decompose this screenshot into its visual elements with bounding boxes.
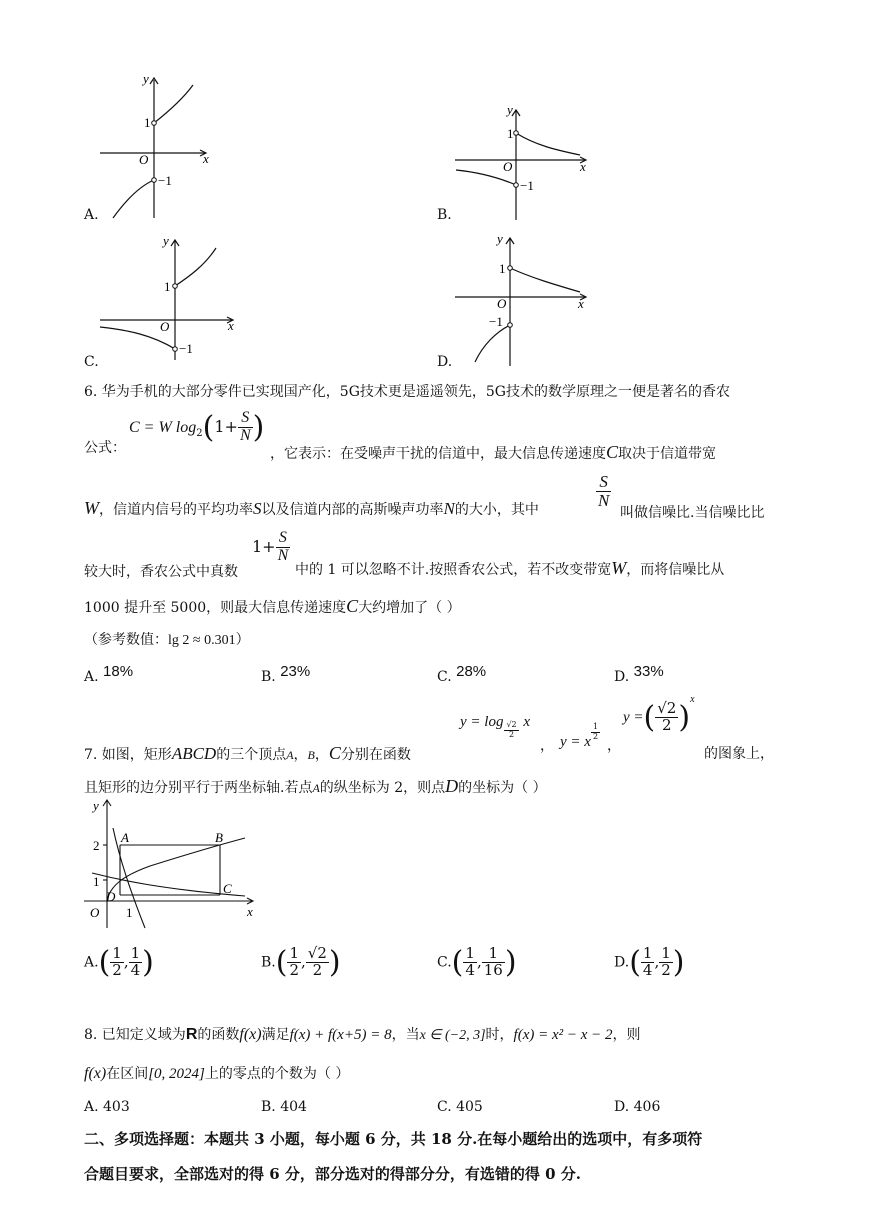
- q6-formula-prefix: 公式：: [84, 440, 126, 456]
- func-power: y = x $\frac{1}{2}$: [560, 722, 599, 750]
- svg-text:O: O: [139, 152, 149, 167]
- q8-option-b[interactable]: B. 404: [261, 1099, 307, 1115]
- svg-text:y: y: [163, 233, 169, 248]
- q5-option-c-label[interactable]: C.: [84, 354, 99, 370]
- svg-text:−1: −1: [489, 314, 503, 329]
- q6-option-b[interactable]: B. 23%: [261, 663, 311, 685]
- svg-text:x: x: [228, 318, 234, 333]
- q5-option-a-label[interactable]: A.: [84, 207, 99, 223]
- q6-option-a[interactable]: A. 18%: [84, 663, 134, 685]
- func-exp: y =( $\frac{√2}{2}$ )$^x$: [623, 693, 695, 735]
- truth-fraction: 1+ $\frac{S}{N}$: [252, 529, 289, 564]
- svg-text:x: x: [203, 151, 209, 166]
- svg-text:x: x: [247, 904, 253, 919]
- q6-stem-line1: 6. 华为手机的大部分零件已实现国产化，5G技术更是遥遥领先，5G技术的数学原理之一便是著名的香农: [84, 384, 730, 400]
- snr-fraction: $\frac{S}{N}$: [598, 472, 610, 510]
- svg-text:y: y: [507, 102, 513, 117]
- func-sep-2: ，: [607, 738, 621, 754]
- func-log: y = log $\frac{√2}{2}$ x: [460, 714, 531, 739]
- section2-heading-line2: 合题目要求，全部选对的得 6 分，部分选对的得部分分，有选错的得 0 分.: [84, 1165, 581, 1183]
- svg-text:x: x: [578, 296, 584, 311]
- svg-text:1: 1: [164, 279, 171, 294]
- section2-heading-line1: 二、多项选择题：本题共 3 小题，每小题 6 分，共 18 分.在每小题给出的选项中，有多项符: [84, 1130, 703, 1148]
- q8-stem-line1: 8. 已知定义域为R的函数f(x)满足f(x) + f(x+5) = 8，当x ∈ (−2, 3]时，f(x) = x² − x − 2，则: [84, 1026, 641, 1043]
- svg-text:O: O: [160, 319, 170, 334]
- svg-text:1: 1: [507, 126, 514, 141]
- q7-option-d[interactable]: D.( $\frac{1}{4}$ , $\frac{1}{2}$ ): [614, 944, 685, 980]
- svg-text:−1: −1: [179, 341, 193, 356]
- q7-option-a[interactable]: A.( $\frac{1}{2}$ , $\frac{1}{4}$ ): [84, 944, 154, 980]
- svg-text:1: 1: [499, 261, 506, 276]
- q6-stem-line3-end: 叫做信噪比.当信噪比比: [620, 505, 765, 521]
- q8-stem-line2: f(x)在区间[0, 2024]上的零点的个数为（ ）: [84, 1065, 350, 1082]
- q7-stem-line1: 7. 如图，矩形ABCD的三个顶点A，B，C分别在函数: [84, 743, 411, 763]
- svg-text:1: 1: [144, 115, 151, 130]
- svg-text:y: y: [143, 71, 149, 86]
- q6-option-d[interactable]: D. 33%: [614, 663, 664, 685]
- q8-option-a[interactable]: A. 403: [84, 1099, 130, 1115]
- svg-text:y: y: [497, 231, 503, 246]
- func-sep-1: ，: [540, 738, 554, 754]
- svg-text:x: x: [580, 159, 586, 174]
- q6-option-c[interactable]: C. 28%: [437, 663, 487, 685]
- q7-stem-line2: 且矩形的边分别平行于两坐标轴.若点A的纵坐标为 2，则点D的坐标为（ ）: [84, 776, 547, 796]
- q7-option-b[interactable]: B.( $\frac{1}{2}$ , $\frac{√2}{2}$ ): [261, 944, 341, 980]
- svg-text:−1: −1: [158, 173, 172, 188]
- svg-text:O: O: [503, 159, 513, 174]
- svg-text:2: 2: [93, 838, 100, 853]
- svg-text:1: 1: [126, 905, 133, 920]
- svg-text:C: C: [223, 881, 232, 896]
- q8-option-c[interactable]: C. 405: [437, 1099, 483, 1115]
- svg-text:y: y: [93, 798, 99, 813]
- q6-stem-line4: 较大时，香农公式中真数: [84, 564, 238, 580]
- svg-text:−1: −1: [520, 178, 534, 193]
- q6-stem-line3: W，信道内信号的平均功率S以及信道内部的高斯噪声功率N的大小，其中: [84, 498, 539, 518]
- q6-reference: （参考数值：lg 2 ≈ 0.301）: [84, 632, 250, 648]
- shannon-formula: C = W $\log_2(1+$ $\frac{S}{N}$ ): [129, 409, 265, 445]
- q8-option-d[interactable]: D. 406: [614, 1099, 661, 1115]
- q7-option-c[interactable]: C.( $\frac{1}{4}$ , $\frac{1}{16}$ ): [437, 944, 517, 980]
- q5-option-b-label[interactable]: B.: [437, 207, 452, 223]
- svg-text:D: D: [106, 889, 116, 904]
- q6-stem-line5: 1000 提升至 5000，则最大信息传递速度C大约增加了（ ）: [84, 596, 461, 616]
- svg-text:A: A: [121, 830, 129, 845]
- svg-text:O: O: [497, 296, 507, 311]
- q7-stem-line1-end: 的图象上，: [704, 746, 774, 762]
- q6-stem-line4-b: 中的 1 可以忽略不计.按照香农公式，若不改变带宽W，而将信噪比从: [295, 558, 725, 578]
- q5-option-d-label[interactable]: D.: [437, 354, 453, 370]
- svg-text:B: B: [215, 830, 223, 845]
- svg-text:1: 1: [93, 874, 100, 889]
- svg-text:O: O: [90, 905, 100, 920]
- q6-stem-line2: ，它表示：在受噪声干扰的信道中，最大信息传递速度C取决于信道带宽: [270, 442, 717, 462]
